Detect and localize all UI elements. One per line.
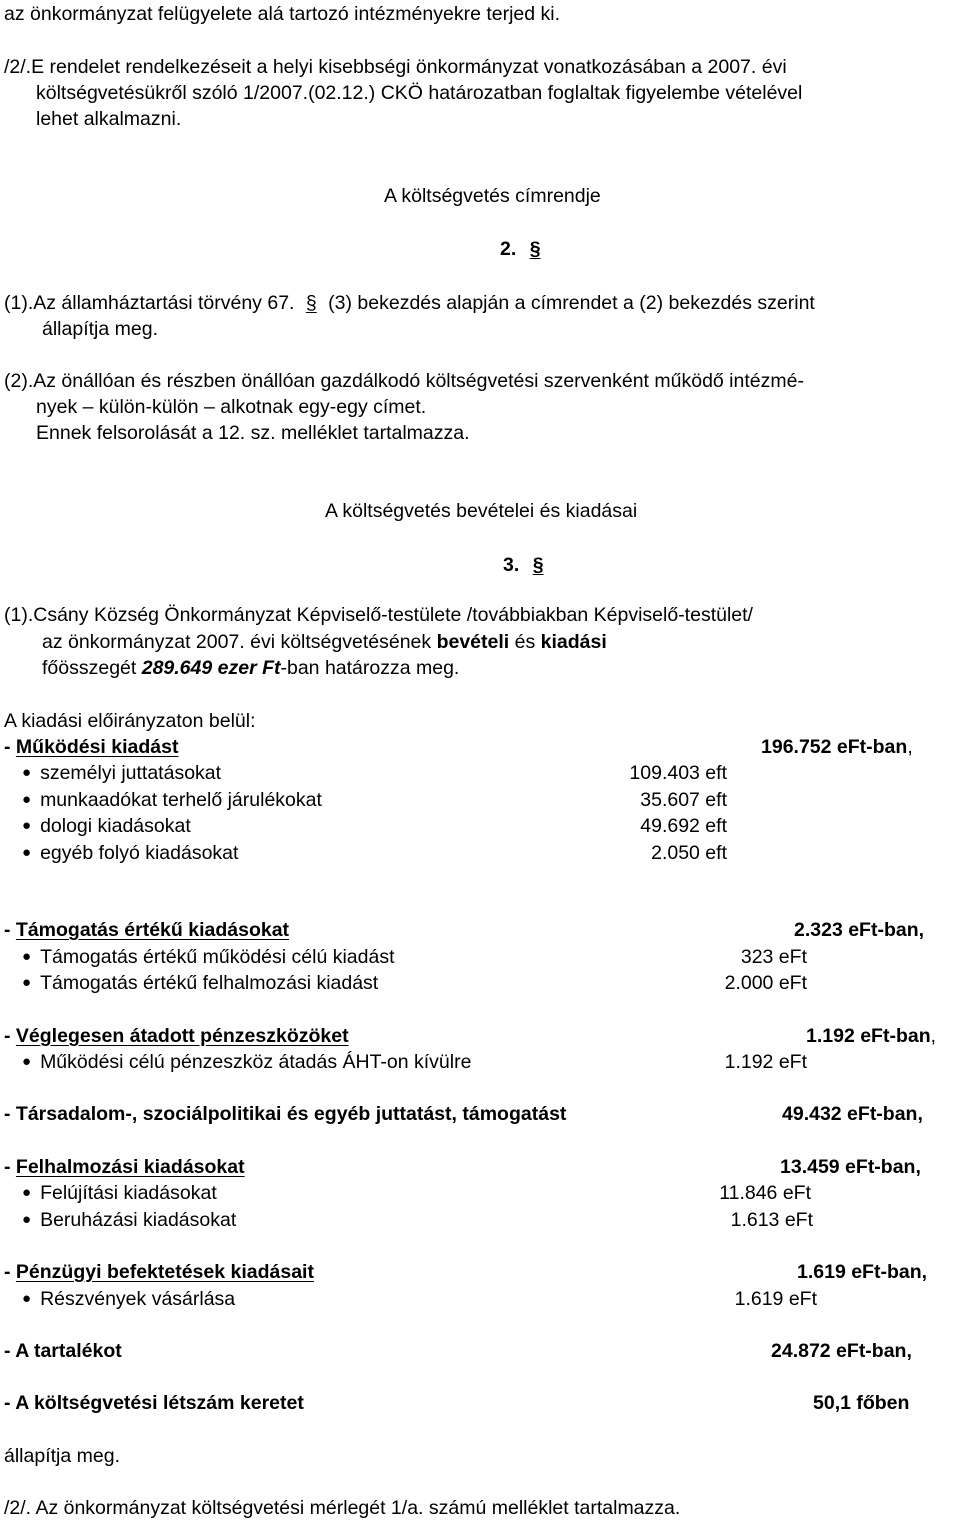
list-item-value: 11.846 eFt xyxy=(719,1182,811,1204)
emphasis-text: bevételi xyxy=(436,631,510,653)
expense-category-label xyxy=(4,738,178,758)
category-name: Véglegesen átadott pénzeszközöket xyxy=(15,1025,349,1047)
list-item-value: 1.619 eFt xyxy=(734,1288,817,1310)
section-sign: § xyxy=(532,554,544,576)
paragraph-text: -ban határozza meg. xyxy=(280,657,460,679)
expense-category-label: - A tartalékot xyxy=(4,1340,122,1362)
paragraph-line: (2).Az önállóan és részben önállóan gazdálkodó költségvetési szervenként működő intézmé- xyxy=(4,370,804,392)
paragraph-line: (1).Csány Község Önkormányzat Képviselő-testülete /továbbiakban Képviselő-testület/ xyxy=(4,604,753,626)
category-name: Támogatás értékű kiadásokat xyxy=(15,919,290,941)
paragraph-number-value: 2. xyxy=(500,238,517,260)
closing-line: állapítja meg. xyxy=(4,1445,120,1467)
paragraph-line: nyek – külön-külön – alkotnak egy-egy címet. xyxy=(36,396,427,418)
separator: , xyxy=(907,736,913,758)
expense-category-total xyxy=(761,738,913,758)
expense-category-total: 49.432 eFt-ban, xyxy=(782,1103,923,1125)
dash: - xyxy=(4,1025,16,1047)
dash: - xyxy=(4,1156,16,1178)
paragraph-text: az önkormányzat 2007. évi költségvetésének xyxy=(42,631,437,653)
list-item: ● Beruházási kiadásokat xyxy=(22,1211,236,1231)
expense-category-total: 2.323 eFt-ban, xyxy=(794,919,925,941)
list-item-value: 1.613 eFt xyxy=(730,1209,813,1231)
expense-category-total: 13.459 eFt-ban, xyxy=(780,1156,921,1178)
paragraph-number xyxy=(503,556,544,576)
list-item-value: 2.050 eft xyxy=(651,842,727,864)
dash: - xyxy=(4,919,16,941)
section-sign: § xyxy=(529,238,541,260)
list-item: ● Felújítási kiadásokat xyxy=(22,1184,217,1204)
list-item-value: 35.607 eft xyxy=(640,789,727,811)
intro-paragraph-line: költségvetésükről szóló 1/2007.(02.12.) CKÖ határozatban foglaltak figyelembe vételével xyxy=(36,82,803,104)
expense-category-total xyxy=(806,1027,936,1047)
category-name: Működési kiadást xyxy=(15,736,179,758)
paragraph-line xyxy=(4,294,815,314)
list-item: ● Támogatás értékű működési célú kiadást xyxy=(22,948,395,968)
list-item-value: 2.000 eFt xyxy=(724,972,807,994)
expense-category-total: 50,1 főben xyxy=(813,1392,910,1414)
expense-category-label xyxy=(4,921,289,941)
list-item: ● Részvények vásárlása xyxy=(22,1290,235,1310)
paragraph-line xyxy=(42,633,607,653)
category-name: Pénzügyi befektetések kiadásait xyxy=(15,1261,314,1283)
list-item: ● egyéb folyó kiadásokat xyxy=(22,844,238,864)
list-item-value: 1.192 eFt xyxy=(724,1051,807,1073)
expense-category-label: - Társadalom-, szociálpolitikai és egyéb juttatást, támogatást xyxy=(4,1103,567,1125)
dash: - xyxy=(4,1261,16,1283)
paragraph-number-value: 3. xyxy=(503,554,520,576)
intro-paragraph-line: /2/.E rendelet rendelkezéseit a helyi kisebbségi önkormányzat vonatkozásában a 2007. évi xyxy=(4,56,787,78)
section-heading-cimrend: A költségvetés címrendje xyxy=(384,185,601,207)
expense-category-total: 1.619 eFt-ban, xyxy=(797,1261,928,1283)
list-item-value: 323 eFt xyxy=(740,946,807,968)
footer-paragraph: /2/. Az önkormányzat költségvetési mérlegét 1/a. számú melléklet tartalmazza. xyxy=(4,1497,681,1519)
intro-line: az önkormányzat felügyelete alá tartozó intézményekre terjed ki. xyxy=(4,3,561,25)
section-heading-bevetelek: A költségvetés bevételei és kiadásai xyxy=(325,500,638,522)
section-sign: § xyxy=(305,292,317,314)
paragraph-number xyxy=(500,240,541,260)
separator: , xyxy=(930,1025,937,1047)
dash: - xyxy=(4,736,16,758)
expenses-intro: A kiadási előirányzaton belül: xyxy=(4,710,256,732)
paragraph-line: Ennek felsorolását a 12. sz. melléklet tartalmazza. xyxy=(36,422,470,444)
expense-category-total: 24.872 eFt-ban, xyxy=(771,1340,912,1362)
total-amount: 1.192 eFt-ban xyxy=(806,1025,931,1047)
list-item: ● Támogatás értékű felhalmozási kiadást xyxy=(22,974,378,994)
list-item: ● munkaadókat terhelő járulékokat xyxy=(22,791,322,811)
paragraph-text: és xyxy=(509,631,541,653)
list-item: ● Működési célú pénzeszköz átadás ÁHT-on kívülre xyxy=(22,1053,471,1073)
paragraph-line: állapítja meg. xyxy=(42,318,158,340)
expense-category-label: - A költségvetési létszám keretet xyxy=(4,1392,304,1414)
expense-category-label xyxy=(4,1027,349,1047)
paragraph-text: (3) bekezdés alapján a címrendet a (2) bekezdés szerint xyxy=(328,292,815,314)
list-item-value: 109.403 eft xyxy=(629,762,727,784)
paragraph-line xyxy=(42,659,459,679)
expense-category-label xyxy=(4,1158,245,1178)
paragraph-text: (1).Az államháztartási törvény 67. xyxy=(4,292,295,314)
emphasis-text: kiadási xyxy=(540,631,607,653)
expense-category-label xyxy=(4,1263,314,1283)
list-item: ● személyi juttatásokat xyxy=(22,764,221,784)
total-amount: 196.752 eFt-ban xyxy=(761,736,908,758)
intro-paragraph-line: lehet alkalmazni. xyxy=(36,108,182,130)
list-item-value: 49.692 eft xyxy=(640,815,727,837)
list-item: ● dologi kiadásokat xyxy=(22,817,191,837)
category-name: Felhalmozási kiadásokat xyxy=(15,1156,245,1178)
total-amount: 289.649 ezer Ft xyxy=(141,657,281,679)
paragraph-text: főösszegét xyxy=(42,657,142,679)
